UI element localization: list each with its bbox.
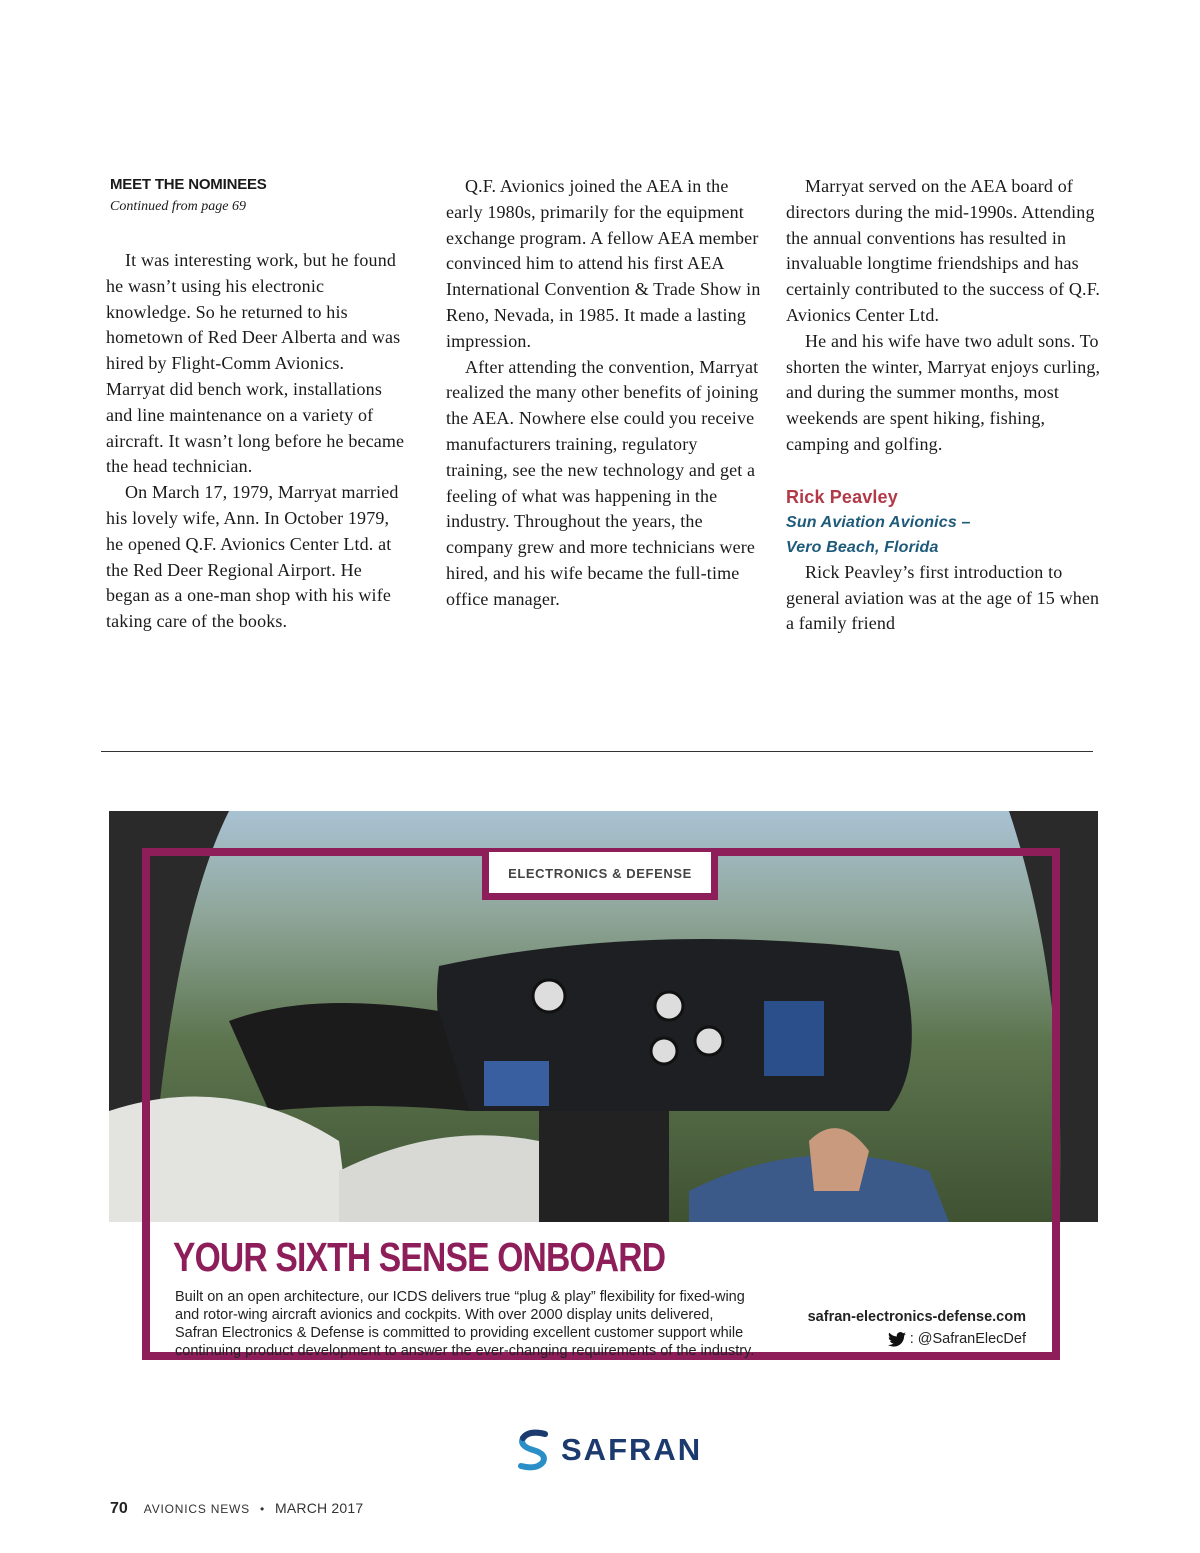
continued-note: Continued from page 69 <box>110 199 246 214</box>
section-label: MEET THE NOMINEES <box>110 176 267 193</box>
nominee-name: Rick Peavley <box>786 486 898 507</box>
paragraph: Rick Peavley’s first introduction to general aviation was at the age of 15 when a family friend <box>786 561 1100 634</box>
twitter-bird-icon <box>888 1332 906 1347</box>
footer-separator: • <box>260 1502 266 1516</box>
nominee-location: Vero Beach, Florida <box>786 538 939 556</box>
publication-name: AVIONICS NEWS <box>143 1502 250 1516</box>
article-column-3 <box>786 174 1102 637</box>
paragraph: It was interesting work, but he found he wasn’t using his electronic knowledge. So he returned to his hometown of Red Deer Alberta and was hired by Flight-Comm Avionics. Marryat did bench work, installations and line maintenance on a variety of aircraft. It wasn’t long before he became the head technician. <box>106 250 405 477</box>
ad-website-link[interactable]: safran-electronics-defense.com <box>807 1309 1026 1325</box>
issue-date: MARCH 2017 <box>275 1500 364 1516</box>
safran-logo <box>515 1428 702 1472</box>
ad-body-text: Built on an open architecture, our ICDS delivers true “plug & play” flexibility for fixed-wing and rotor-wing aircraft avionics and cockpits. With over 2000 display units delivered, Safran Electronics & Defense is committed to providing excellent customer support while continuing product development to answer the ever-changing requirements of the industry. <box>175 1289 755 1359</box>
twitter-handle-text: : @SafranElecDef <box>909 1331 1026 1347</box>
article-column-2 <box>446 174 762 613</box>
paragraph: Q.F. Avionics joined the AEA in the early 1980s, primarily for the equipment exchange program. A fellow AEA member convinced him to attend his first AEA International Convention & Trade Show in Reno, Nevada, in 1985. It made a lasting impression. <box>446 176 761 351</box>
safran-wordmark: SAFRAN <box>561 1432 703 1467</box>
paragraph: Marryat served on the AEA board of directors during the mid-1990s. Attending the annual conventions has resulted in invaluable longtime friendships and has certainly contributed to the success of Q.F. Avionics Center Ltd. <box>786 176 1101 325</box>
safran-s-icon <box>515 1428 553 1472</box>
page-footer <box>110 1500 363 1518</box>
ad-headline: YOUR SIXTH SENSE ONBOARD <box>173 1234 666 1280</box>
section-divider <box>101 751 1093 752</box>
nominee-company: Sun Aviation Avionics – <box>786 513 971 531</box>
ad-twitter-handle[interactable] <box>888 1331 1026 1347</box>
paragraph: After attending the convention, Marryat realized the many other benefits of joining the AEA. Nowhere else could you receive manufacturers training, regulatory training, see the new technology and get a feeling of what was happening in the industry. Throughout the years, the company grew and more technicians were hired, and his wife became the full-time office manager. <box>446 356 759 609</box>
page-number: 70 <box>110 1500 128 1517</box>
paragraph: On March 17, 1979, Marryat married his lovely wife, Ann. In October 1979, he opened Q.F. Avionics Center Ltd. at the Red Deer Regional Airport. He began as a one-man shop with his wife taking care of the books. <box>106 482 399 632</box>
paragraph: He and his wife have two adult sons. To shorten the winter, Marryat enjoys curling, and during the summer months, most weekends are spent hiking, fishing, camping and golfing. <box>786 330 1101 454</box>
ad-frame <box>142 848 1060 1360</box>
ad-category-tag: ELECTRONICS & DEFENSE <box>482 852 718 900</box>
ad-body <box>175 1288 755 1360</box>
article-column-1 <box>106 248 406 635</box>
